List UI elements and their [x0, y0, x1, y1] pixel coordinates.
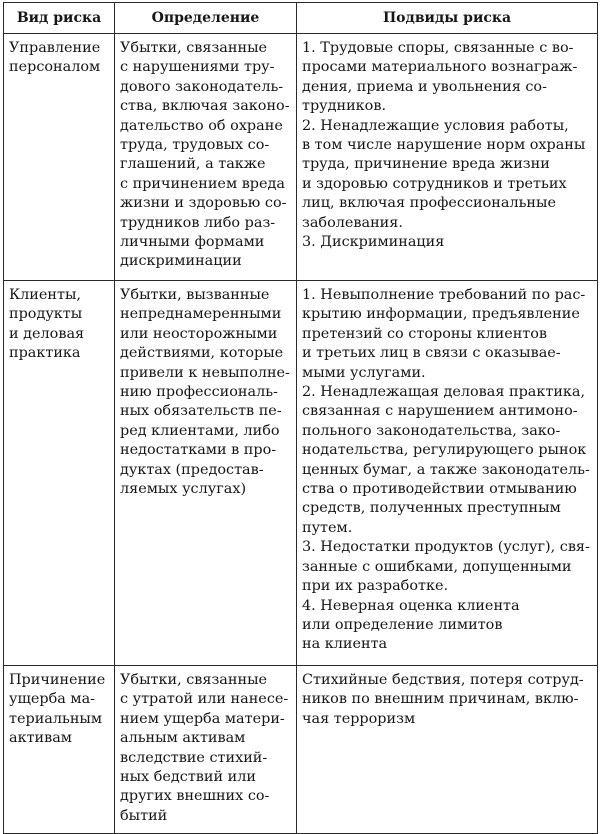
subtypes-cell — [297, 281, 598, 666]
cell-line: альным активам — [120, 730, 246, 747]
cell-line: ценных бумаг, а также законодатель- — [302, 461, 590, 478]
cell-line: жизни и здоровью со- — [120, 195, 287, 212]
header-risk-type: Вид риска — [4, 3, 115, 34]
cell-line: в том числе нарушение норм охраны — [302, 137, 586, 154]
cell-line: с нарушениями тру- — [120, 59, 275, 76]
subtypes-cell — [297, 34, 598, 281]
cell-line: путем. — [302, 519, 353, 536]
cell-line: ных бедствий или — [120, 769, 256, 786]
cell-line: ущерба ма- — [9, 691, 96, 708]
cell-line: и здоровью сотрудников и третьих — [302, 175, 567, 192]
risk-type-cell — [4, 34, 115, 281]
table-row — [4, 281, 598, 666]
cell-line: претензий со стороны клиентов — [302, 325, 548, 342]
cell-line: дуктах (предостав- — [120, 461, 264, 478]
cell-line: с утратой или нанесе- — [120, 691, 289, 708]
cell-line: мыми услугами. — [302, 364, 426, 381]
cell-line: вследствие стихий- — [120, 749, 268, 766]
cell-line: дательство об охране — [120, 117, 283, 134]
cell-line: 2. Ненадлежащие условия работы, — [302, 117, 569, 134]
cell-line: крытию информации, предъявление — [302, 306, 580, 323]
cell-line: ляемых услугах) — [120, 481, 247, 498]
cell-line: с причинением вреда — [120, 175, 285, 192]
cell-line: трудников. — [302, 98, 387, 115]
cell-line: труда, причинение вреда жизни — [302, 156, 550, 173]
risk-type-cell — [4, 281, 115, 666]
cell-line: бытий — [120, 807, 168, 824]
cell-line: териальным — [9, 710, 103, 727]
header-row — [4, 3, 598, 34]
cell-line: польного законодательства, зако- — [302, 422, 561, 439]
cell-line: и деловая — [9, 325, 85, 342]
cell-line: Убытки, вызванные — [120, 287, 270, 303]
cell-line: при их разработке. — [302, 578, 449, 595]
cell-line: ных обязательств пе- — [120, 403, 282, 420]
cell-line: 4. Неверная оценка клиента — [302, 597, 520, 614]
cell-line: других внешних со- — [120, 788, 270, 805]
cell-line: трудников либо раз- — [120, 214, 276, 231]
cell-line: персоналом — [9, 59, 101, 76]
cell-line: продукты — [9, 306, 83, 323]
cell-line: чая терроризм — [302, 710, 416, 727]
cell-line: Клиенты, — [9, 287, 81, 303]
definition-cell — [115, 666, 297, 834]
definition-cell — [115, 281, 297, 666]
cell-line: заболевания. — [302, 214, 403, 231]
cell-line: или неосторожными — [120, 325, 278, 342]
cell-line: и третьих лиц в связи с оказывае- — [302, 345, 561, 362]
table-row — [4, 666, 598, 834]
cell-line: 1. Трудовые споры, связанные с во- — [302, 40, 574, 56]
cell-line: средств, полученных преступным — [302, 500, 561, 517]
cell-line: 2. Ненадлежащая деловая практика, — [302, 384, 586, 401]
cell-line: 1. Невыполнение требований по рас- — [302, 287, 586, 303]
cell-line: глашений, а также — [120, 156, 266, 173]
table-row — [4, 34, 598, 281]
cell-line: 3. Недостатки продуктов (услуг), свя- — [302, 539, 590, 556]
cell-line: дового законодатель- — [120, 78, 284, 95]
cell-line: привели к невыполне- — [120, 364, 290, 381]
cell-line: нодательства, регулирующего рынок — [302, 442, 587, 459]
cell-line: ства о противодействии отмыванию — [302, 481, 577, 498]
cell-line: действиями, которые — [120, 345, 284, 362]
header-subtypes: Подвиды риска — [297, 3, 598, 34]
cell-line: нию профессиональ- — [120, 384, 278, 401]
cell-line: занные с ошибками, допущенными — [302, 558, 572, 575]
cell-line: лиц, включая профессиональные — [302, 195, 556, 212]
cell-line: дения, приема и увольнения со- — [302, 78, 547, 95]
cell-line: на клиента — [302, 636, 388, 653]
cell-line: Стихийные бедствия, потеря сотруд- — [302, 672, 584, 688]
cell-line: практика — [9, 345, 81, 362]
cell-line: просами материального вознаграж- — [302, 59, 578, 76]
cell-line: Убытки, связанные — [120, 40, 268, 56]
cell-line: дискриминации — [120, 253, 242, 270]
cell-line: ред клиентами, либо — [120, 422, 280, 439]
cell-line: нием ущерба матери- — [120, 710, 285, 727]
header-definition: Определение — [115, 3, 297, 34]
cell-line: 3. Дискриминация — [302, 234, 445, 251]
definition-cell — [115, 34, 297, 281]
cell-line: труда, трудовых со- — [120, 137, 270, 154]
cell-line: личными формами — [120, 234, 265, 251]
risk-type-cell — [4, 666, 115, 834]
cell-line: Управление — [9, 40, 101, 56]
cell-line: ства, включая законо- — [120, 98, 290, 115]
cell-line: Причинение — [9, 672, 106, 688]
cell-line: связанная с нарушением антимоно- — [302, 403, 578, 420]
cell-line: ников по внешним причинам, вклю- — [302, 691, 579, 708]
cell-line: или определение лимитов — [302, 616, 503, 633]
risk-table — [3, 2, 598, 834]
subtypes-cell — [297, 666, 598, 834]
cell-line: непреднамеренными — [120, 306, 282, 323]
cell-line: недостатками в про- — [120, 442, 277, 459]
cell-line: Убытки, связанные — [120, 672, 268, 688]
cell-line: активам — [9, 730, 73, 747]
